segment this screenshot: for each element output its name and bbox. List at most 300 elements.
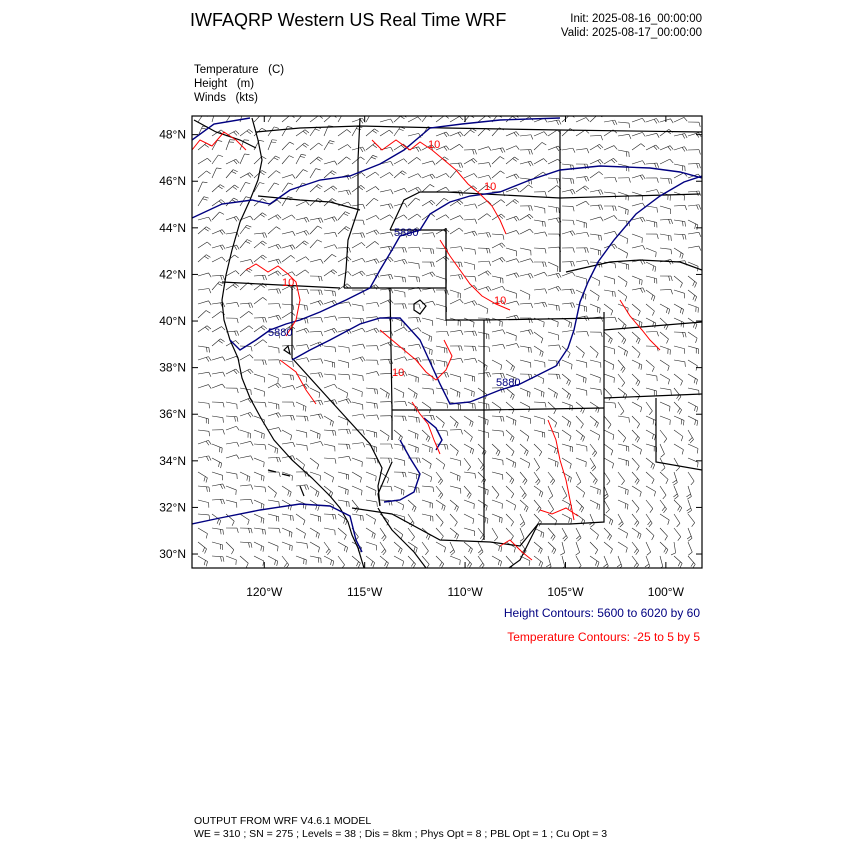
lon-tick-label: 120°W xyxy=(246,585,283,599)
wind-barb xyxy=(352,388,362,397)
wind-barb xyxy=(534,388,544,397)
lat-tick-label: 34°N xyxy=(159,453,186,468)
wind-barb xyxy=(632,132,645,136)
wind-barb xyxy=(534,542,542,554)
wind-barb xyxy=(534,192,546,197)
wind-barb xyxy=(226,416,238,422)
wind-barb xyxy=(604,158,617,164)
wind-barb xyxy=(534,556,543,567)
wind-barb xyxy=(450,472,460,481)
wind-barb xyxy=(366,388,378,394)
wind-barb xyxy=(688,122,700,127)
wind-barb xyxy=(590,528,599,540)
wind-barb xyxy=(296,241,308,248)
wind-barb xyxy=(366,259,379,264)
wind-barb xyxy=(646,234,658,239)
wind-barb xyxy=(534,346,543,357)
wind-barb xyxy=(268,374,278,383)
wind-barb xyxy=(422,233,435,238)
wind-barb xyxy=(408,556,416,568)
wind-barb xyxy=(394,290,405,297)
wind-barb xyxy=(394,500,404,510)
wind-barb xyxy=(674,556,682,568)
wind-barb xyxy=(408,157,421,164)
wind-barb xyxy=(240,542,252,548)
wind-barb xyxy=(408,117,421,122)
wind-barb xyxy=(366,155,377,164)
wind-barb xyxy=(324,141,334,150)
wind-barb xyxy=(660,234,671,241)
wind-barb xyxy=(618,444,629,452)
wind-barb xyxy=(268,413,281,418)
wind-barb xyxy=(310,441,323,445)
wind-barb xyxy=(674,318,684,328)
wind-barb xyxy=(562,472,571,482)
wind-barb xyxy=(687,500,692,513)
wind-barb xyxy=(226,283,239,290)
wind-barb xyxy=(590,205,603,210)
footer-model: OUTPUT FROM WRF V4.6.1 MODEL xyxy=(194,815,372,827)
wind-barb xyxy=(296,231,309,236)
wind-barb xyxy=(674,346,685,354)
wind-barb xyxy=(646,444,657,452)
wind-barb xyxy=(226,159,239,164)
wind-barb xyxy=(618,332,626,344)
wind-barb xyxy=(464,174,477,178)
wind-barb xyxy=(478,514,488,524)
wind-barb xyxy=(450,514,457,526)
wind-barb xyxy=(296,257,309,262)
wind-barb xyxy=(450,228,463,234)
wind-barb xyxy=(212,275,225,280)
wind-barb xyxy=(688,232,701,237)
wind-barb xyxy=(590,458,596,471)
wind-barb xyxy=(352,304,363,311)
wind-barb xyxy=(506,132,519,137)
wind-barb xyxy=(450,500,458,512)
wind-barb xyxy=(464,248,476,255)
wind-barb xyxy=(646,248,656,257)
wind-barb xyxy=(212,357,225,361)
wind-barb xyxy=(562,486,567,499)
wind-barb xyxy=(408,262,419,269)
wind-barb xyxy=(478,271,491,276)
wind-barb xyxy=(646,304,654,316)
wind-barb xyxy=(660,500,667,513)
wind-barb xyxy=(226,369,239,374)
wind-barb xyxy=(520,444,528,456)
wind-barb xyxy=(198,385,211,389)
wind-barb xyxy=(576,220,587,228)
wind-barb xyxy=(604,472,610,485)
wind-barb xyxy=(436,416,444,428)
wind-barb xyxy=(338,272,351,276)
wind-barb xyxy=(436,132,449,137)
wind-barb xyxy=(562,360,572,369)
wind-barb xyxy=(310,290,322,295)
wind-barb xyxy=(254,241,267,248)
wind-barb xyxy=(338,472,349,480)
wind-barb xyxy=(506,500,516,510)
wind-barb xyxy=(576,360,587,368)
wind-barb xyxy=(254,297,267,304)
wind-barb xyxy=(632,402,642,412)
wind-barb xyxy=(394,542,402,554)
wind-barb xyxy=(422,200,435,206)
wind-barb xyxy=(380,373,393,378)
wind-barb xyxy=(632,374,640,386)
wind-barb xyxy=(548,528,555,540)
wind-barb xyxy=(226,318,238,323)
wind-barb xyxy=(660,360,669,371)
wind-barb xyxy=(240,303,253,308)
wind-barb xyxy=(604,402,616,408)
mexico-west-coast xyxy=(378,462,392,506)
wind-barb xyxy=(478,163,491,168)
wind-barb xyxy=(408,500,416,512)
wind-barb xyxy=(548,472,555,485)
wind-barb xyxy=(380,289,393,294)
lon-tick-label: 105°W xyxy=(547,585,584,599)
wind-barb xyxy=(324,290,336,296)
wind-barb xyxy=(604,458,614,468)
wind-barb xyxy=(660,402,670,411)
wind-barb xyxy=(296,170,308,178)
wind-barb xyxy=(492,444,500,456)
wind-barb xyxy=(394,430,402,442)
wind-barb xyxy=(548,178,560,184)
wind-barb xyxy=(394,472,406,477)
wind-barb xyxy=(478,304,488,314)
wind-barb xyxy=(268,171,280,178)
wind-barb xyxy=(394,159,407,164)
wind-barb xyxy=(548,159,561,164)
wind-barb xyxy=(296,114,308,122)
wind-barb xyxy=(324,514,336,519)
pacific-coastline xyxy=(222,118,364,568)
lat-tick-label: 40°N xyxy=(159,314,186,329)
wind-barb xyxy=(408,344,421,349)
wind-barb xyxy=(492,200,505,206)
wind-barb xyxy=(352,328,365,332)
wind-barb xyxy=(618,374,625,387)
wind-barb xyxy=(338,360,349,368)
wind-barb xyxy=(310,472,320,480)
wind-barb xyxy=(212,416,223,423)
wind-barb xyxy=(296,130,309,136)
wind-barb xyxy=(352,126,362,136)
wind-barb xyxy=(632,500,639,513)
wind-barb xyxy=(603,556,608,569)
wind-barb xyxy=(671,542,676,555)
wind-barb xyxy=(352,271,365,276)
wind-barb xyxy=(268,542,278,551)
wind-barb xyxy=(324,171,336,178)
wind-barb xyxy=(562,374,571,386)
wind-barb xyxy=(198,514,210,520)
wind-barb xyxy=(548,388,557,398)
wind-barb xyxy=(492,402,501,413)
border-or-ca-nv xyxy=(222,282,340,288)
wind-barb xyxy=(212,212,224,220)
wind-barb xyxy=(464,458,471,471)
wind-barb xyxy=(548,286,561,291)
wind-barb xyxy=(338,528,346,540)
wind-barb xyxy=(562,220,574,225)
wind-barb xyxy=(506,157,519,164)
wind-barb xyxy=(478,360,487,371)
wind-barb xyxy=(324,254,336,262)
wind-barb xyxy=(422,272,435,277)
wind-barb xyxy=(590,135,603,140)
wind-barb xyxy=(380,190,393,194)
wind-barb xyxy=(492,330,505,334)
wind-barb xyxy=(534,142,546,150)
wind-barb xyxy=(366,430,377,438)
wind-barb xyxy=(548,332,559,340)
temp-contour-label: 10 xyxy=(428,139,441,151)
wind-barb xyxy=(198,227,210,234)
wind-barb xyxy=(618,458,629,466)
wind-barb xyxy=(198,472,207,483)
wind-barb xyxy=(632,288,645,293)
wind-barb xyxy=(604,120,617,125)
wind-barb xyxy=(562,231,575,236)
wind-barb xyxy=(268,360,280,365)
wind-barb xyxy=(254,514,264,524)
wind-barb xyxy=(198,500,209,508)
wind-barb xyxy=(422,174,435,179)
wind-barb xyxy=(688,133,701,138)
wind-barb xyxy=(310,240,322,248)
wind-barb xyxy=(324,186,337,192)
wind-barb xyxy=(478,214,491,220)
wind-barb xyxy=(688,444,698,453)
wind-barb xyxy=(660,318,668,330)
wind-barb xyxy=(310,276,322,281)
wind-barb xyxy=(324,161,337,165)
wind-barb xyxy=(660,514,669,525)
wind-barb xyxy=(422,374,433,381)
field-name: Temperature xyxy=(194,64,259,76)
wind-barb xyxy=(506,290,516,298)
wind-barb xyxy=(408,416,419,423)
wind-barb xyxy=(254,402,266,407)
wind-barb xyxy=(646,402,652,415)
wind-barb xyxy=(226,542,234,554)
wind-barb xyxy=(212,327,225,332)
wind-barb xyxy=(254,500,264,509)
wind-barb xyxy=(688,374,697,384)
wind-barb xyxy=(268,402,279,409)
wind-barb xyxy=(268,444,278,454)
wind-barb xyxy=(198,288,211,293)
wind-barb xyxy=(604,514,613,525)
wind-barb xyxy=(198,326,211,332)
wind-barb xyxy=(408,317,421,322)
wind-barb xyxy=(646,388,657,396)
border-canada xyxy=(256,126,702,132)
wind-barb xyxy=(408,147,421,152)
wind-barb xyxy=(576,542,580,555)
wind-barb xyxy=(352,472,361,482)
wind-barb xyxy=(380,130,393,136)
wind-barb xyxy=(366,230,379,235)
wind-barb xyxy=(618,514,623,527)
wind-barb xyxy=(268,244,281,249)
wind-barb xyxy=(688,332,697,343)
wind-barb xyxy=(310,143,323,150)
wind-barb xyxy=(506,528,513,540)
wind-barb xyxy=(324,384,337,388)
wind-barb xyxy=(436,542,446,552)
wind-barb xyxy=(338,444,350,449)
wind-barb xyxy=(688,304,698,313)
wind-barb xyxy=(673,486,678,499)
wind-barb xyxy=(520,248,531,255)
wind-barb xyxy=(422,458,431,469)
wind-barb xyxy=(618,122,630,128)
wind-barb xyxy=(590,542,598,554)
wind-barb xyxy=(660,146,673,151)
wind-barb xyxy=(254,326,267,332)
wind-barb xyxy=(380,232,393,236)
wind-barb xyxy=(450,318,461,326)
wind-barb xyxy=(534,132,547,136)
wind-barb xyxy=(562,388,571,399)
wind-barb xyxy=(366,302,379,307)
wind-barb xyxy=(338,157,351,164)
wind-barb xyxy=(198,273,211,277)
wind-barb xyxy=(646,178,658,183)
wind-barb xyxy=(450,299,463,304)
wind-barb xyxy=(632,175,645,180)
wind-barb xyxy=(520,214,533,220)
wind-barb xyxy=(562,458,571,469)
wind-barb xyxy=(422,318,433,326)
wind-barb xyxy=(506,230,519,234)
wind-barb xyxy=(422,388,434,394)
wind-barb xyxy=(310,556,321,563)
wind-barb xyxy=(604,231,617,235)
wind-barb xyxy=(338,456,351,461)
wind-barb xyxy=(380,215,393,220)
wind-barb xyxy=(366,360,378,365)
wind-barb xyxy=(520,290,530,300)
wind-barb xyxy=(198,182,207,192)
wind-barb xyxy=(646,360,654,372)
wind-barb xyxy=(506,458,516,468)
wind-barb xyxy=(492,148,505,153)
wind-barb xyxy=(674,500,682,512)
border-ks-ok xyxy=(604,394,702,398)
wind-barb xyxy=(548,416,557,427)
wind-barb xyxy=(660,430,667,443)
wind-barb xyxy=(310,359,323,364)
wind-barb xyxy=(436,187,449,192)
wind-barb xyxy=(464,301,477,306)
wind-barb xyxy=(604,290,615,297)
wind-barb xyxy=(254,556,264,566)
wind-barb xyxy=(520,514,525,527)
wind-barb xyxy=(632,332,640,344)
wind-barb xyxy=(646,290,655,301)
wind-barb xyxy=(366,187,379,192)
wind-barb xyxy=(408,374,418,383)
field-name: Height xyxy=(194,78,228,90)
lat-tick-label: 48°N xyxy=(159,127,186,142)
wind-barb xyxy=(688,276,697,288)
wind-barb xyxy=(436,229,449,234)
wind-barb xyxy=(590,332,602,337)
wind-barb xyxy=(464,219,477,224)
wind-barb xyxy=(240,326,253,332)
wind-barb xyxy=(450,430,463,435)
wind-barb xyxy=(632,203,645,207)
wind-barb xyxy=(492,286,505,290)
wind-barb xyxy=(506,146,519,150)
wind-barb xyxy=(576,232,589,237)
wind-barb xyxy=(604,416,611,429)
wind-barb xyxy=(310,331,323,336)
wind-barb xyxy=(436,458,445,469)
wind-barb xyxy=(310,542,320,552)
wind-barb xyxy=(660,248,672,254)
wind-barb xyxy=(478,542,483,555)
wind-barb xyxy=(534,248,546,253)
wind-barb xyxy=(380,388,389,399)
wind-barb xyxy=(464,374,475,382)
wind-barb xyxy=(198,440,211,445)
wind-barb xyxy=(366,215,379,220)
wind-barb xyxy=(576,500,584,512)
wind-barb xyxy=(408,528,415,541)
border-nd-sd xyxy=(560,194,700,198)
wind-barb xyxy=(212,528,223,535)
wind-barb xyxy=(198,542,207,553)
wind-barb xyxy=(282,542,292,551)
wind-barb xyxy=(268,259,281,264)
wind-barb xyxy=(618,134,631,139)
wind-barb xyxy=(534,500,541,513)
wind-barb xyxy=(520,161,533,166)
wind-barb xyxy=(618,234,628,244)
wind-barb xyxy=(296,556,306,565)
wind-barb xyxy=(254,360,266,365)
wind-barb xyxy=(282,231,295,235)
wind-barb xyxy=(212,245,225,250)
wind-barb xyxy=(632,276,642,285)
wind-barb xyxy=(240,154,249,164)
wind-barb xyxy=(226,170,238,178)
wind-barb xyxy=(268,304,280,309)
wind-barb xyxy=(240,528,252,533)
wind-barb xyxy=(254,275,267,280)
wind-barb xyxy=(590,500,600,510)
wind-barb xyxy=(660,289,673,294)
wind-barb xyxy=(380,486,392,491)
wind-barb xyxy=(632,360,642,370)
wind-barb xyxy=(604,542,613,554)
wind-barb xyxy=(324,528,335,535)
wind-barb xyxy=(240,225,251,234)
field-unit: (kts) xyxy=(235,92,258,104)
wind-barb xyxy=(548,218,561,223)
wind-barb xyxy=(450,346,462,351)
wind-barb xyxy=(352,402,363,410)
wind-barb xyxy=(254,486,266,492)
wind-barb xyxy=(646,542,651,555)
